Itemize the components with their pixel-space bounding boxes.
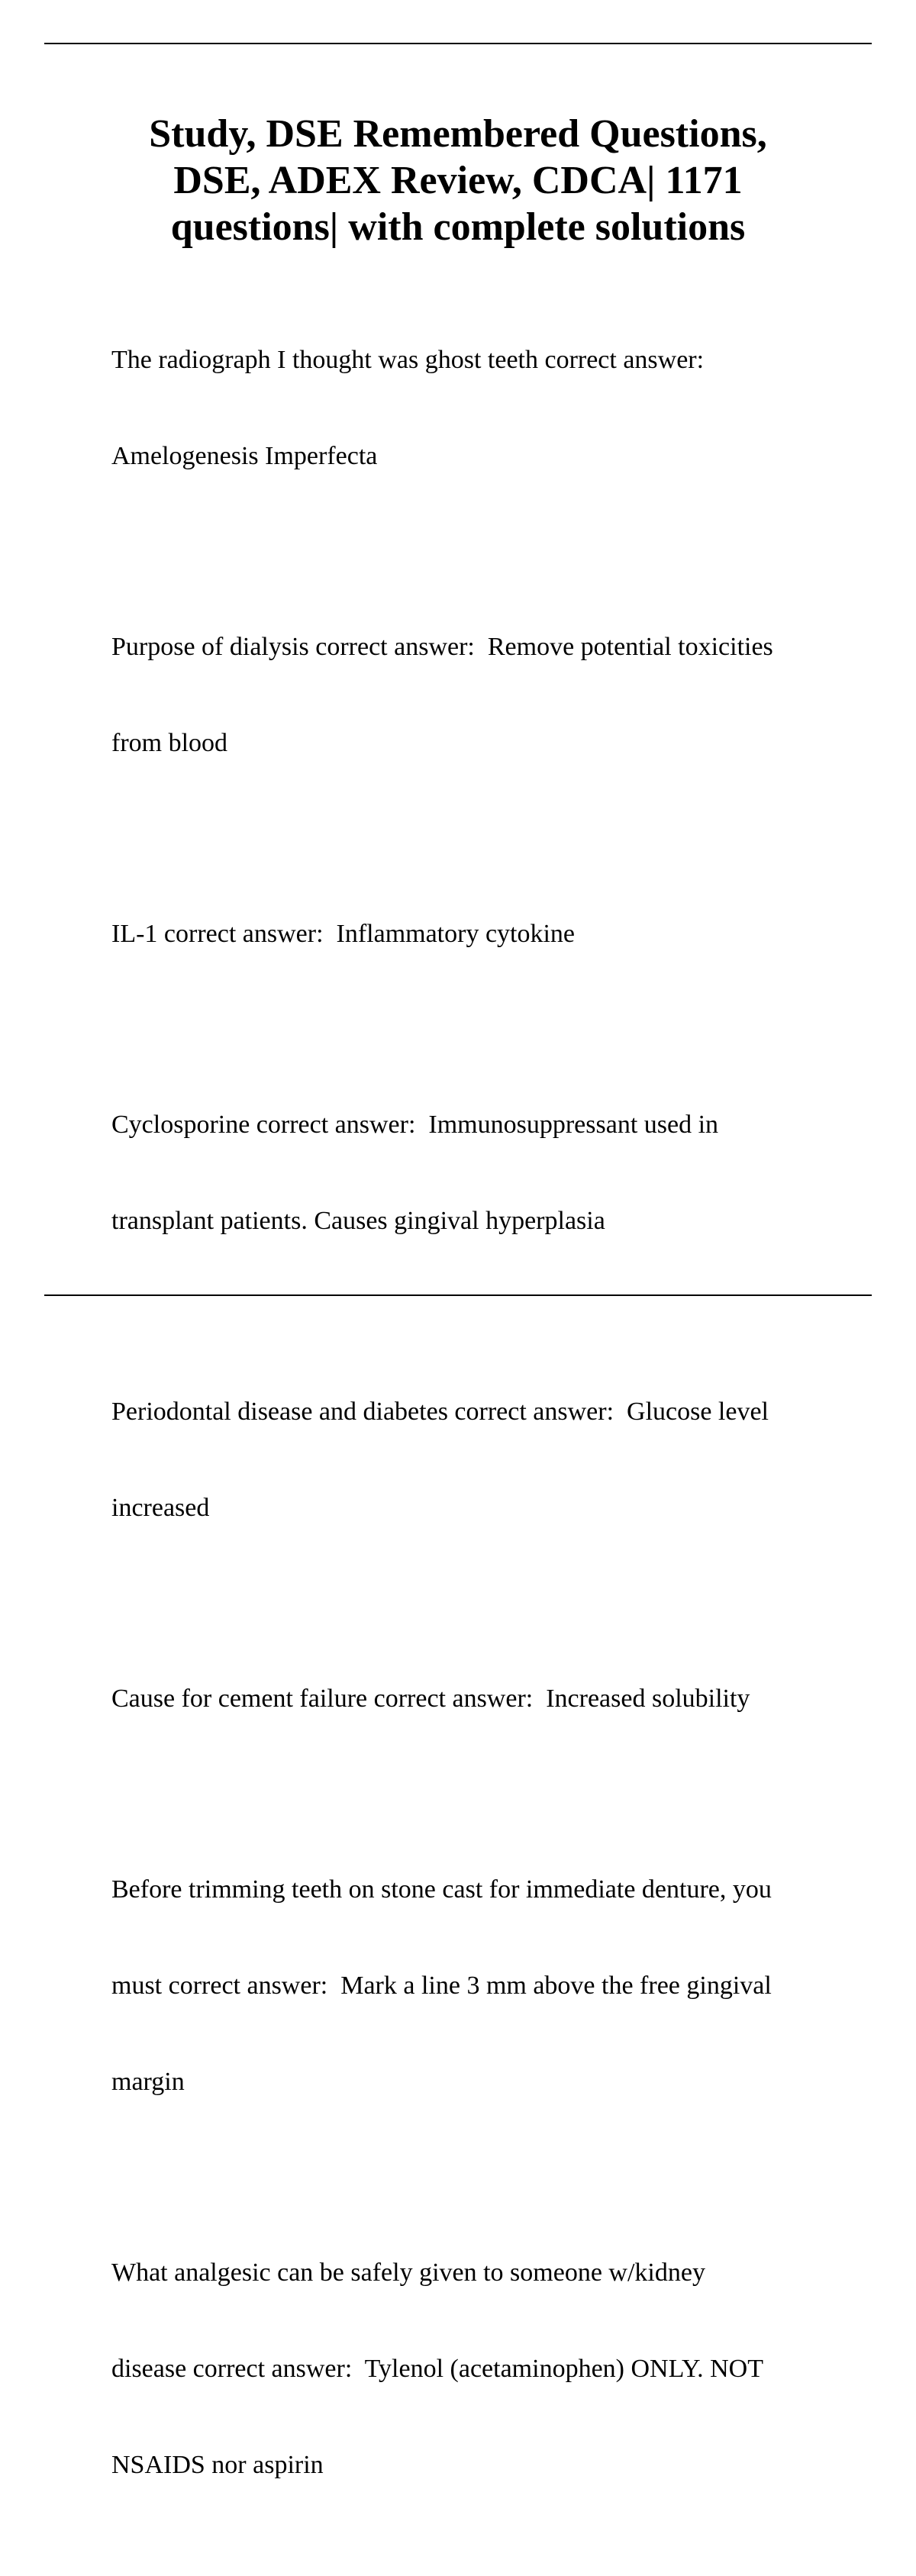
qa-item-cement-failure <box>111 1619 833 1779</box>
qa-line: The radiograph I thought was ghost teeth correct answer: <box>111 346 705 374</box>
qa-line: disease correct answer: Tylenol (acetaminophen) ONLY. NOT <box>111 2355 764 2383</box>
qa-line: must correct answer: Mark a line 3 mm above the free gingival <box>111 1971 772 2000</box>
qa-line: Periodontal disease and diabetes correct answer: Glucose level <box>111 1398 769 1426</box>
bottom-divider <box>44 1294 872 1296</box>
page-title <box>84 111 832 250</box>
top-divider <box>44 43 872 44</box>
qa-line: from blood <box>111 729 228 757</box>
qa-line: margin <box>111 2068 185 2096</box>
qa-line: increased <box>111 1494 210 1522</box>
question-answer-list <box>111 280 833 2576</box>
qa-line: NSAIDS nor aspirin <box>111 2451 324 2479</box>
qa-item-il-1 <box>111 854 833 1014</box>
title-line: Study, DSE Remembered Questions, <box>149 112 767 156</box>
qa-line: Cause for cement failure correct answer: Increased solubility <box>111 1685 750 1713</box>
qa-item-immediate-denture <box>111 1810 833 2162</box>
qa-item-analgesic-kidney <box>111 2193 833 2545</box>
qa-line: What analgesic can be safely given to someone w/kidney <box>111 2258 705 2287</box>
qa-line: Before trimming teeth on stone cast for immediate denture, you <box>111 1875 772 1904</box>
qa-line: IL-1 correct answer: Inflammatory cytokine <box>111 920 576 948</box>
qa-item-cyclosporine <box>111 1045 833 1301</box>
qa-line: transplant patients. Causes gingival hyperplasia <box>111 1207 605 1235</box>
qa-item-periodontal-diabetes <box>111 1332 833 1588</box>
qa-item-ghost-teeth <box>111 280 833 537</box>
qa-line: Purpose of dialysis correct answer: Remove potential toxicities <box>111 633 773 661</box>
qa-item-dialysis <box>111 567 833 824</box>
title-line: DSE, ADEX Review, CDCA| 1171 <box>173 159 743 202</box>
qa-line: Amelogenesis Imperfecta <box>111 442 378 470</box>
title-line: questions| with complete solutions <box>170 205 746 249</box>
qa-line: Cyclosporine correct answer: Immunosuppressant used in <box>111 1111 719 1139</box>
